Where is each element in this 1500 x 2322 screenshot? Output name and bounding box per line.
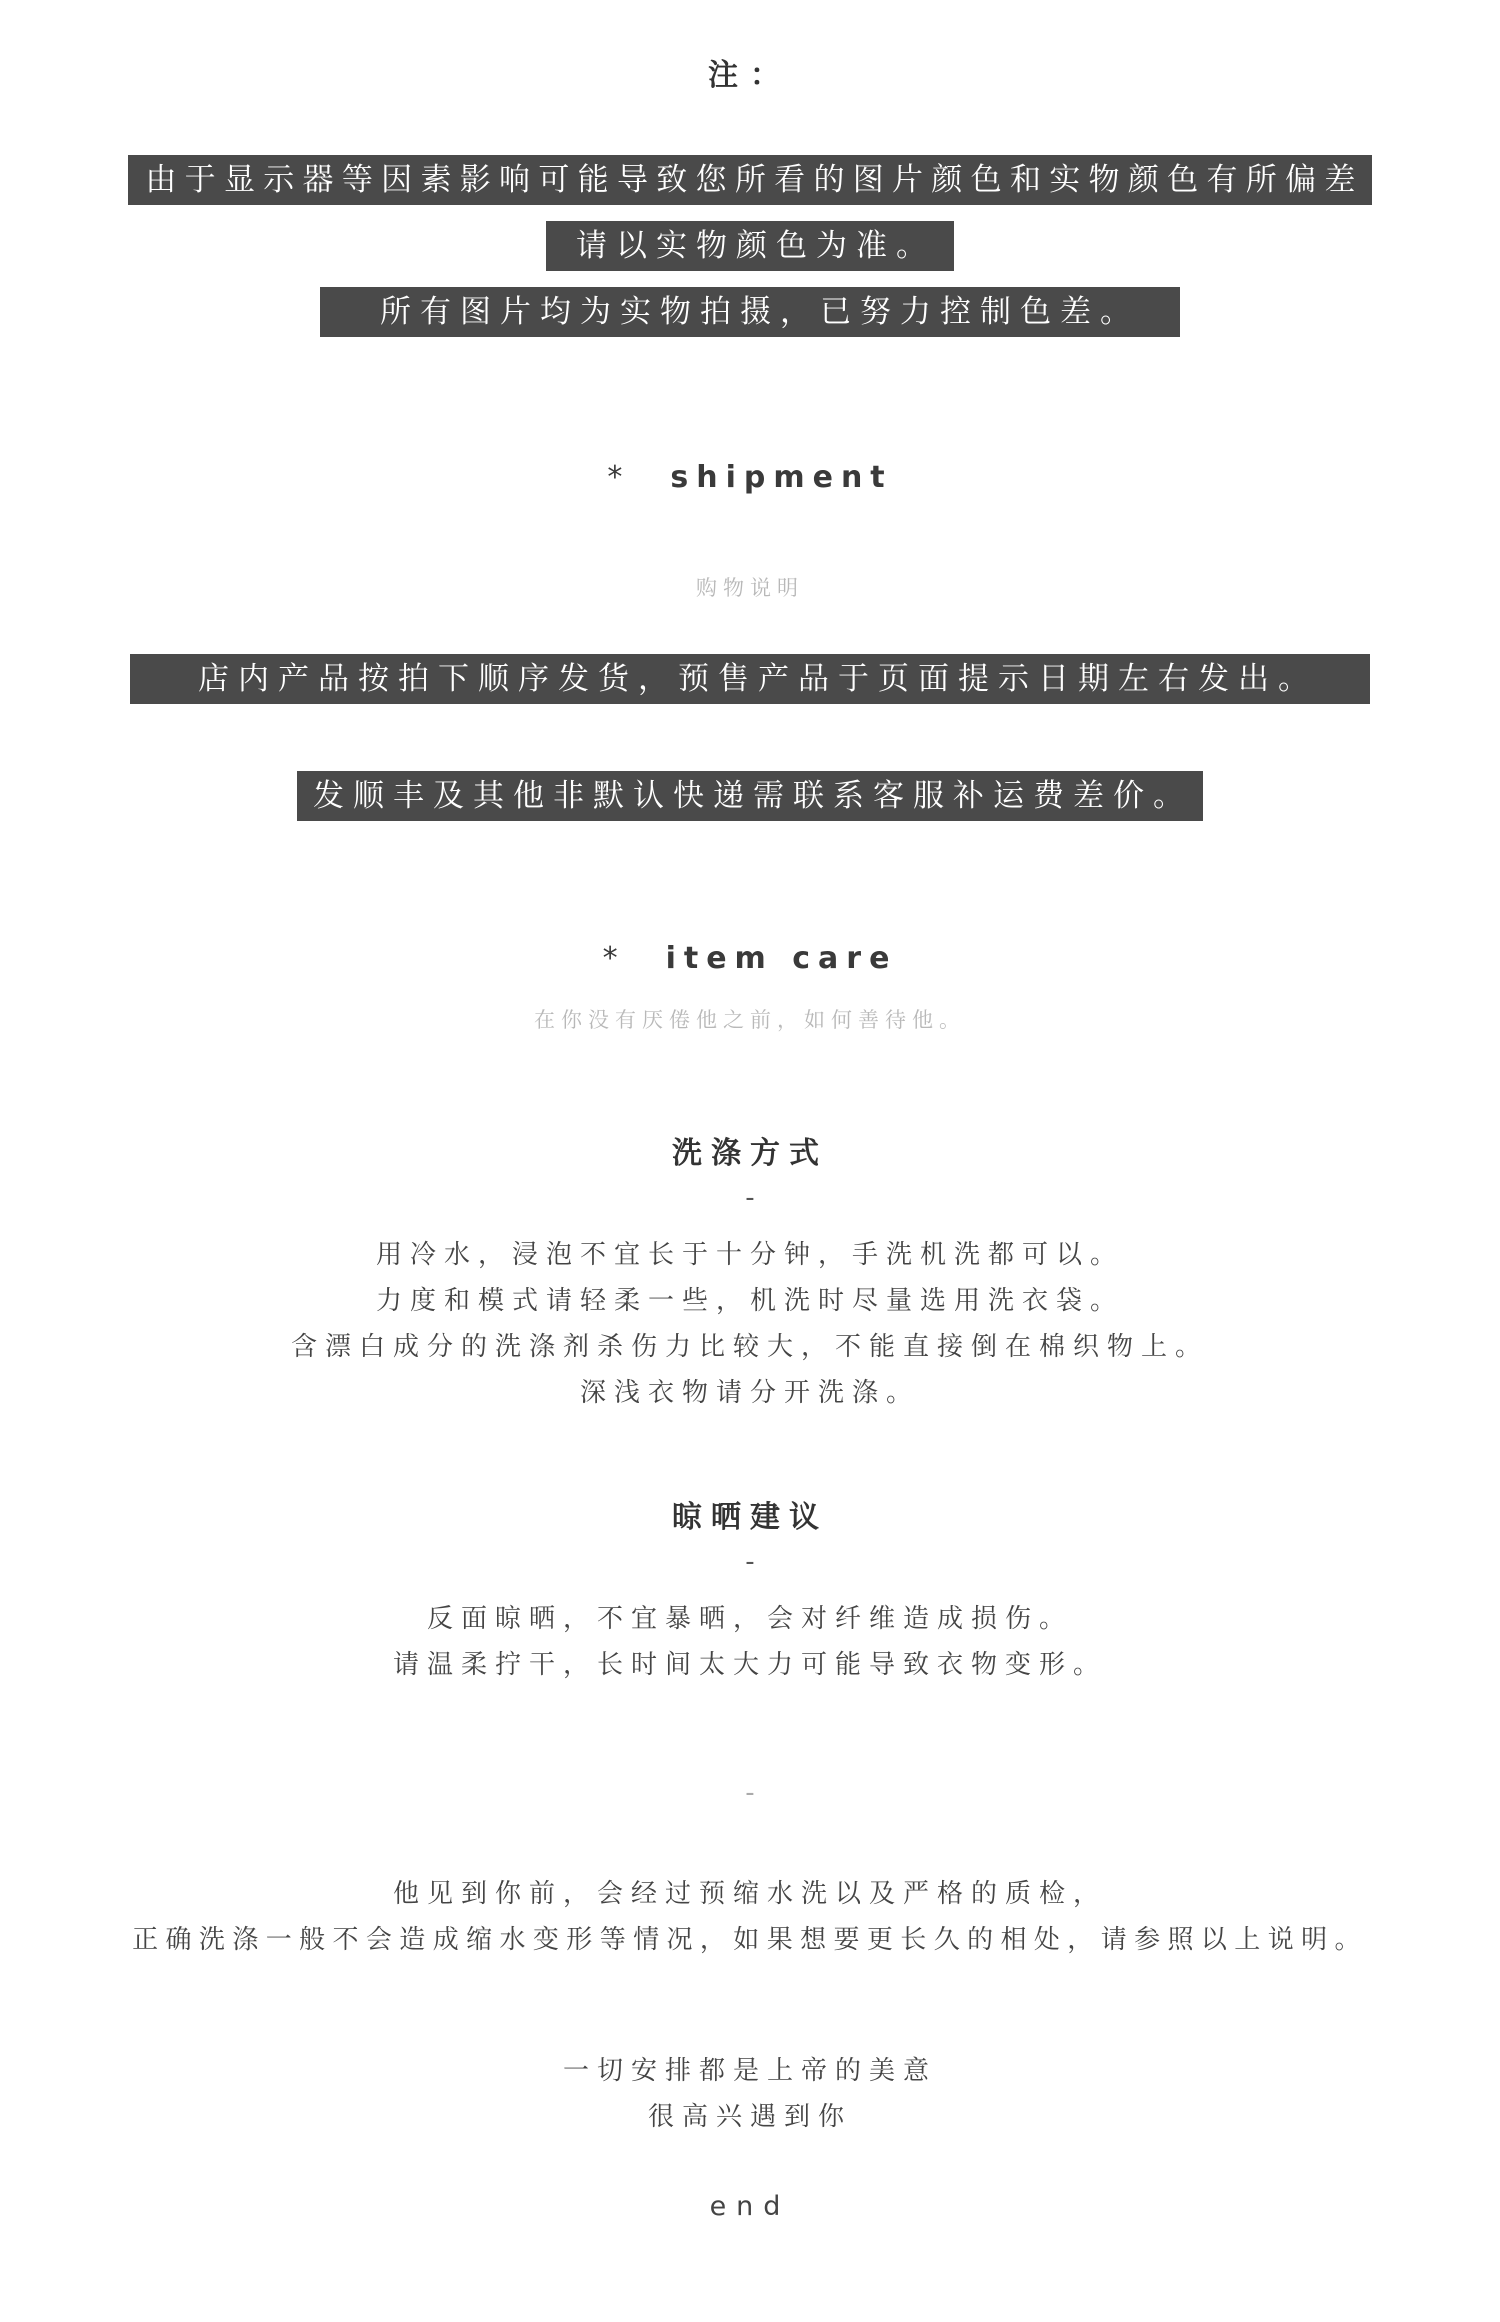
item-care-heading: [0, 941, 1500, 976]
washing-line-2: 力度和模式请轻柔一些，机洗时尽量选用洗衣袋。: [375, 1286, 1124, 1316]
shipment-notice-bar-1: [0, 654, 1500, 704]
closing-separator: -: [745, 1778, 755, 1808]
farewell-line-1: 一切安排都是上帝的美意: [562, 2056, 937, 2086]
closing-line-1: 他见到你前，会经过预缩水洗以及严格的质检，: [392, 1879, 1107, 1909]
shipment-caption: 购物说明: [696, 576, 804, 600]
item-care-caption: 在你没有厌倦他之前，如何善待他。: [534, 1008, 966, 1032]
washing-line-3: 含漂白成分的洗涤剂杀伤力比较大，不能直接倒在棉织物上。: [290, 1332, 1209, 1362]
shipment-star-mark: *: [607, 460, 631, 495]
color-notice-text-1: 由于显示器等因素影响可能导致您所看的图片颜色和实物颜色有所偏差: [128, 155, 1371, 205]
washing-line-1: 用冷水，浸泡不宜长于十分钟，手洗机洗都可以。: [375, 1240, 1124, 1270]
drying-line-1: 反面晾晒，不宜暴晒，会对纤维造成损伤。: [426, 1604, 1073, 1634]
farewell-line-2: 很高兴遇到你: [647, 2102, 852, 2132]
drying-dash: -: [745, 1547, 755, 1577]
shipment-heading-text: shipment: [670, 460, 893, 495]
washing-title: 洗涤方式: [672, 1136, 828, 1171]
color-notice-bar-1: [0, 155, 1500, 205]
color-notice-bar-2: [0, 221, 1500, 271]
note-title: 注：: [708, 58, 792, 93]
shipment-notice-bar-2: [0, 771, 1500, 821]
end-mark: end: [709, 2191, 791, 2222]
color-notice-text-2: 请以实物颜色为准。: [546, 221, 954, 271]
color-notice-text-3: 所有图片均为实物拍摄，已努力控制色差。: [320, 287, 1180, 337]
closing-line-2: 正确洗涤一般不会造成缩水变形等情况，如果想要更长久的相处，请参照以上说明。: [132, 1925, 1368, 1955]
drying-line-2: 请温柔拧干，长时间太大力可能导致衣物变形。: [392, 1650, 1107, 1680]
item-care-star-mark: *: [602, 941, 626, 976]
shipment-notice-text-1: 店内产品按拍下顺序发货，预售产品于页面提示日期左右发出。: [130, 654, 1370, 704]
washing-line-4: 深浅衣物请分开洗涤。: [579, 1378, 920, 1408]
washing-dash: -: [745, 1183, 755, 1213]
item-care-heading-text: item care: [665, 941, 898, 976]
color-notice-bar-3: [0, 287, 1500, 337]
shipment-heading: [0, 460, 1500, 495]
shipment-notice-text-2: 发顺丰及其他非默认快递需联系客服补运费差价。: [297, 771, 1203, 821]
drying-title: 晾晒建议: [672, 1500, 828, 1535]
